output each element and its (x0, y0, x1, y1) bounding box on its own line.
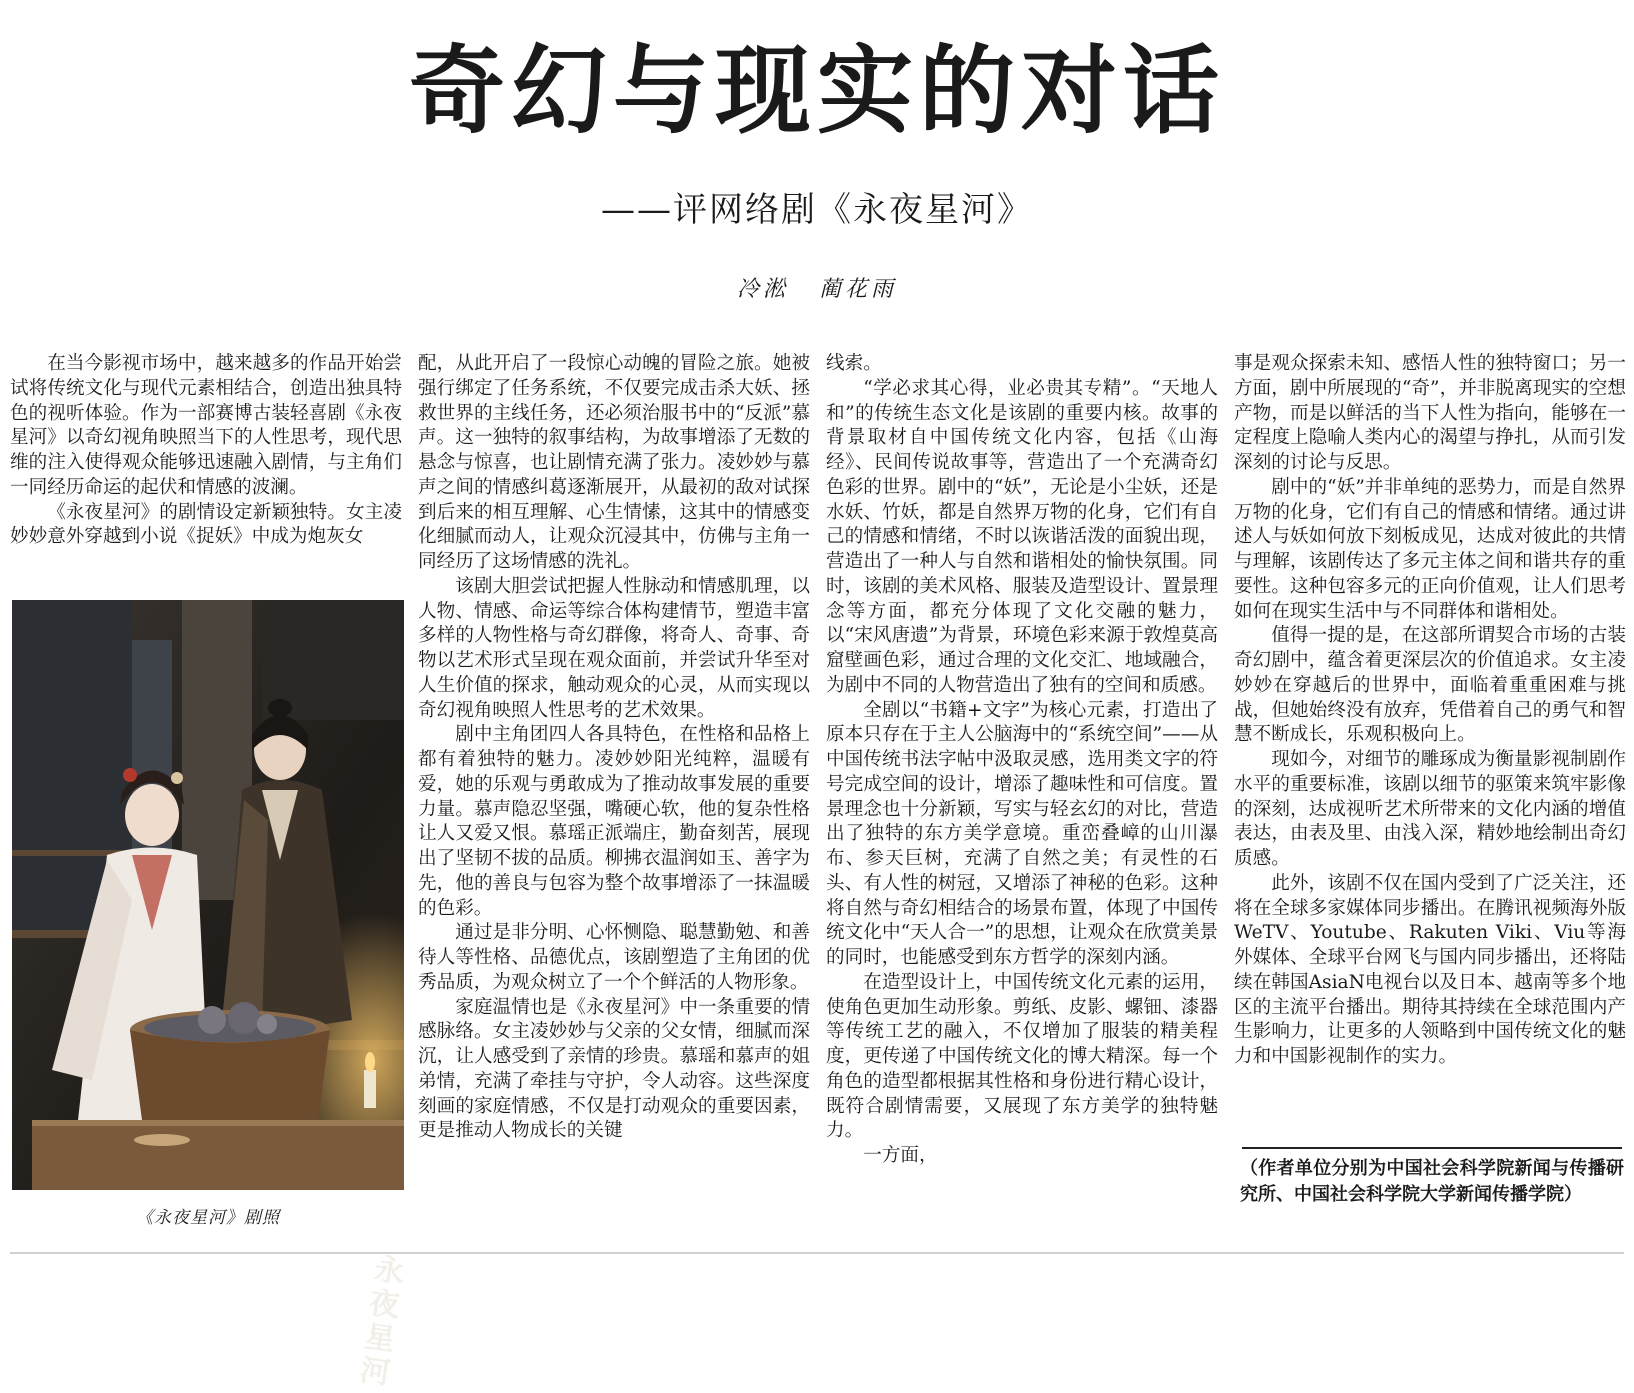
author-affiliation-note: （作者单位分别为中国社会科学院新闻与传播研究所、中国社会科学院大学新闻传播学院） (1240, 1158, 1624, 1205)
paragraph: 该剧大胆尝试把握人性脉动和情感肌理，以人物、情感、命运等综合体构建情节，塑造丰富多样的人物性格与奇幻群像，将奇人、奇事、奇物以艺术形式呈现在观众面前，并尝试升华至对人生价值的探求，触动观众的心灵，从而实现以奇幻视角映照人性思考的艺术效果。 (418, 575, 810, 721)
article-title: 奇幻与现实的对话 (409, 34, 1225, 147)
paragraph: 一方面， (863, 1145, 938, 1166)
byline (0, 272, 1634, 303)
text-column-3 (826, 352, 1218, 1169)
photo-caption: 《永夜星河》剧照 (136, 1208, 280, 1228)
paragraph: 剧中的“妖”并非单纯的恶势力，而是自然界万物的化身，它们有自己的情感和情绪。通过讲述人与妖如何放下刻板成见，达成对彼此的共情与理解，该剧传达了多元主体之间和谐共存的重要性。这种包容多元的正向价值观，让人们思考如何在现实生活中与不同群体和谐相处。 (1234, 476, 1626, 622)
text-column-2 (418, 352, 810, 1144)
paragraph: 现如今，对细节的雕琢成为衡量影视制剧作水平的重要标准，该剧以细节的驱策来筑牢影像的深刻，达成视听艺术所带来的文化内涵的增值表达，由表及里、由浅入深，精妙地绘制出奇幻质感。 (1234, 749, 1626, 869)
paragraph: 通过是非分明、心怀恻隐、聪慧勤勉、和善待人等性格、品德优点，该剧塑造了主角团的优秀品质，为观众树立了一个个鲜活的人物形象。 (418, 922, 810, 993)
paragraph: 《永夜星河》的剧情设定新颖独特。女主凌妙妙意外穿越到小说《捉妖》中成为炮灰女 (10, 501, 402, 548)
text-column-4 (1234, 352, 1626, 1070)
text-column-1 (10, 352, 402, 550)
paragraph: 剧中主角团四人各具特色，在性格和品格上都有着独特的魅力。凌妙妙阳光纯粹，温暖有爱，她的乐观与勇敢成为了推动故事发展的重要力量。慕声隐忍坚强，嘴硬心软，他的复杂性格让人又爱又恨。慕瑶正派端庄，勤奋刻苦，展现出了坚韧不拔的品质。柳拂衣温润如玉、善字为先，他的善良与包容为整个故事增添了一抹温暖的色彩。 (418, 724, 810, 919)
article-subtitle: ——评网络剧《永夜星河》 (601, 190, 1033, 230)
paragraph: 家庭温情也是《永夜星河》中一条重要的情感脉络。女主凌妙妙与父亲的父女情，细腻而深沉，让人感受到了亲情的珍贵。慕瑶和慕声的姐弟情，充满了牵挂与守护，令人动容。这些深度刻画的家庭情感，不仅是打动观众的重要因素，更是推动人物成长的关键 (418, 996, 810, 1142)
poster-title: 永夜星河 (357, 1251, 409, 1393)
divider (1242, 1147, 1622, 1149)
paragraph: 全剧以“书籍+文字”为核心元素，打造出了原本只存在于主人公脑海中的“系统空间”——从中国传统书法字帖中汲取灵感，选用类文字的符号完成空间的设计，增添了趣味性和可信度。置景理念也十分新颖，写实与轻玄幻的对比，营造出了独特的东方美学意境。重峦叠嶂的山川瀑布、参天巨树，充满了自然之美；有灵性的石头、有人性的树冠，又增添了神秘的色彩。这种将自然与奇幻相结合的场景布置，体现了中国传统文化中“天人合一”的思想，让观众在欣赏美景的同时，也能感受到东方哲学的深刻内涵。 (826, 699, 1218, 968)
paragraph: 值得一提的是，在这部所谓契合市场的古装奇幻剧中，蕴含着更深层次的价值追求。女主凌妙妙在穿越后的世界中，面临着重重困难与挑战，但她始终没有放弃，凭借着自己的勇气和智慧不断成长，乐观积极向上。 (1234, 625, 1626, 746)
divider (10, 1252, 1624, 1254)
author-name: 冷淞 (736, 277, 789, 302)
paragraph: 在造型设计上，中国传统文化元素的运用，使角色更加生动形象。剪纸、皮影、螺钿、漆器等传统工艺的融入，不仅增加了服装的精美程度，更传递了中国传统文化的博大精深。每一个角色的造型都根据其性格和身份进行精心设计，既符合剧情需要，又展现了东方美学的独特魅力。 (826, 971, 1218, 1142)
author-name: 蔺花雨 (819, 277, 898, 302)
paragraph: 线索。 (826, 353, 882, 374)
paragraph: 在当今影视市场中，越来越多的作品开始尝试将传统文化与现代元素相结合，创造出独具特色的视听体验。作为一部赛博古装轻喜剧《永夜星河》以奇幻视角映照当下的人性思考，现代思维的注入使得观众能够迅速融入剧情，与主角们一同经历命运的起伏和情感的波澜。 (10, 353, 402, 498)
paragraph: 此外，该剧不仅在国内受到了广泛关注，还将在全球多家媒体同步播出。在腾讯视频海外版WeTV、Youtube、Rakuten Viki、Viu等海外媒体、全球平台网飞与国内同步播出，还将陆续在韩国AsiaN电视台以及日本、越南等多个地区的主流平台播出。期待其持续在全球范围内产生影响力，让更多的人领略到中国传统文化的魅力和中国影视制作的实力。 (1234, 872, 1626, 1067)
paragraph: 配，从此开启了一段惊心动魄的冒险之旅。她被强行绑定了任务系统，不仅要完成击杀大妖、拯救世界的主线任务，还必须治服书中的“反派”慕声。这一独特的叙事结构，为故事增添了无数的悬念与惊喜，也让剧情充满了张力。凌妙妙与慕声之间的情感纠葛逐渐展开，从最初的敌对试探到后来的相互理解、心生情愫，这其中的情感变化细腻而动人，让观众沉浸其中，仿佛与主角一同经历了这场情感的洗礼。 (418, 353, 810, 572)
paragraph: “学必求其心得，业必贵其专精”。“天地人和”的传统生态文化是该剧的重要内核。故事的背景取材自中国传统文化内容，包括《山海经》、民间传说故事等，营造出了一个充满奇幻色彩的世界。剧中的“妖”，无论是小尘妖，还是水妖、竹妖，都是自然界万物的化身，它们有自己的情感和情绪，不时以诙谐活泼的面貌出现，营造出了一种人与自然和谐相处的愉快氛围。同时，该剧的美术风格、服装及造型设计、置景理念等方面，都充分体现了文化交融的魅力，以“宋风唐遗”为背景，环境色彩来源于敦煌莫高窟壁画色彩，通过合理的文化交汇、地域融合，为剧中不同的人物营造出了独有的空间和质感。 (826, 377, 1218, 696)
paragraph: 事是观众探索未知、感悟人性的独特窗口；另一方面，剧中所展现的“奇”，并非脱离现实的空想产物，而是以鲜活的当下人性为指向，能够在一定程度上隐喻人类内心的渴望与挣扎，从而引发深刻的讨论与反思。 (1234, 353, 1626, 473)
